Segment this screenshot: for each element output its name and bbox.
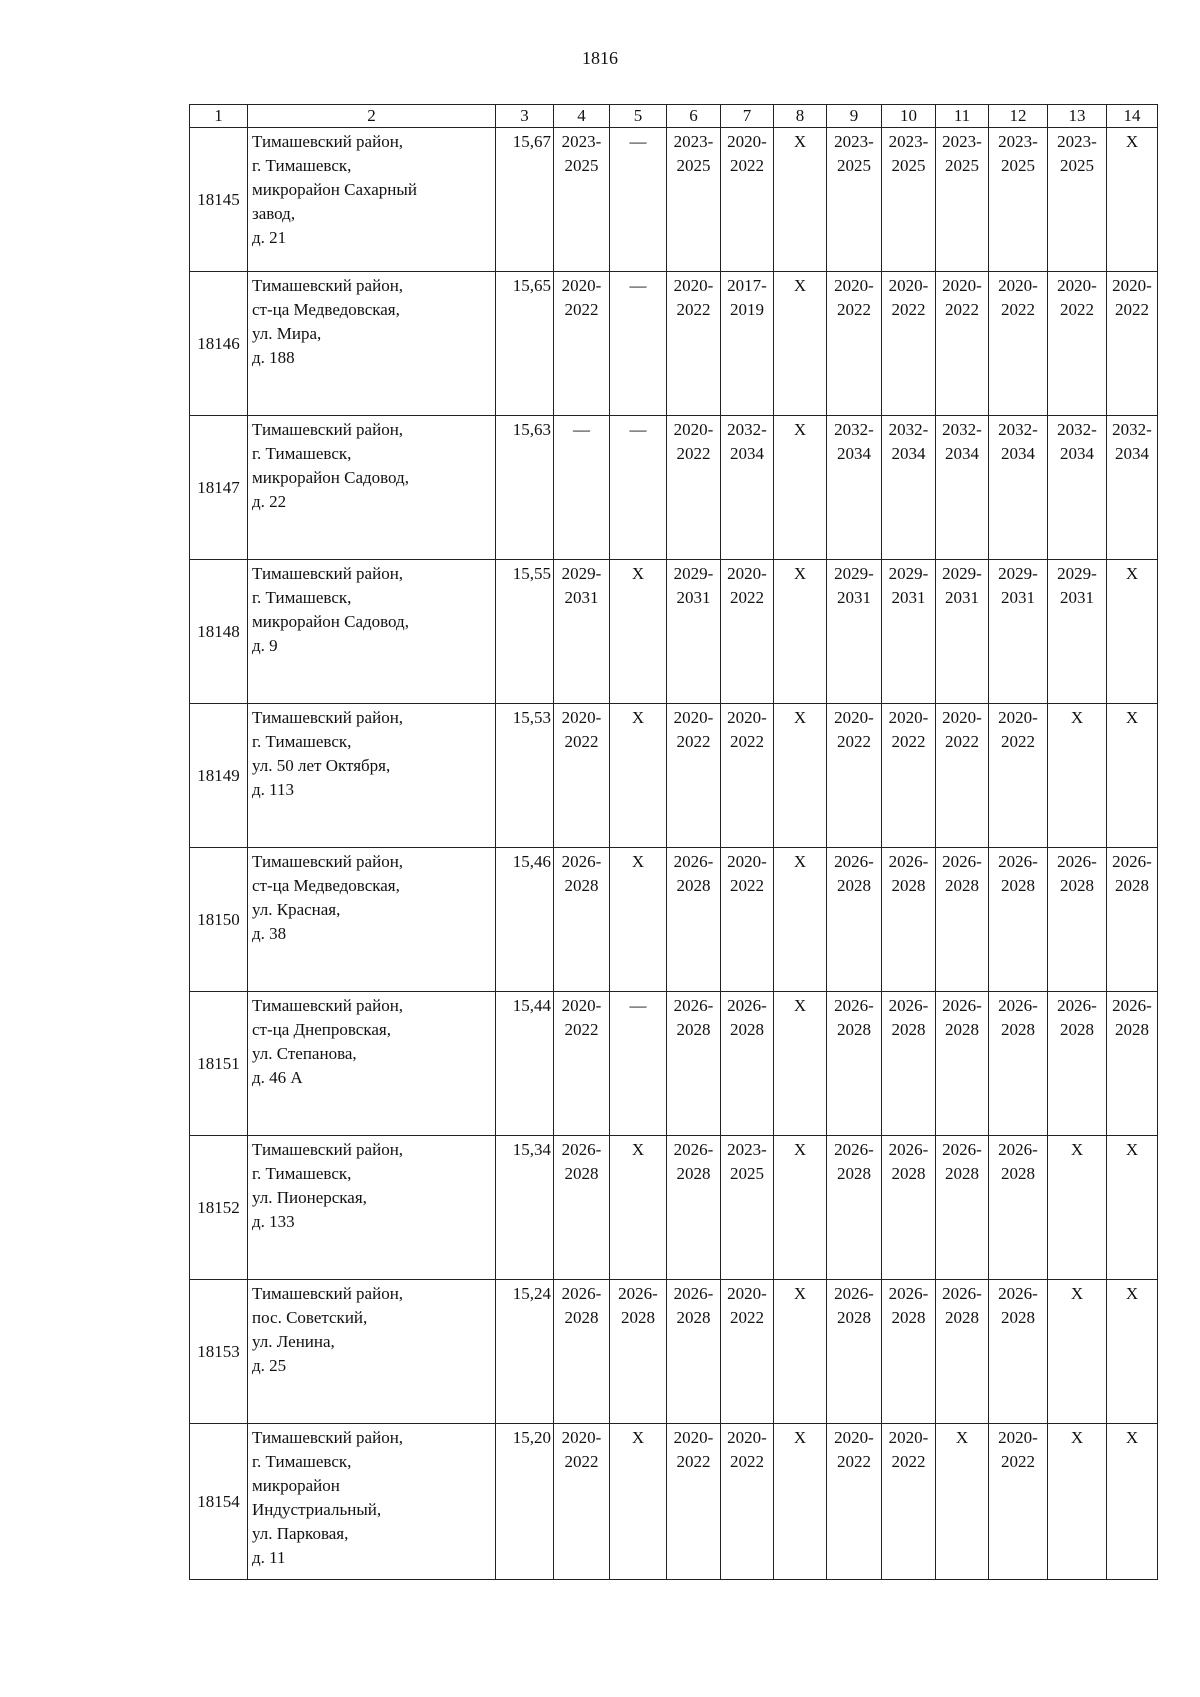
period-cell: 2026- 2028: [827, 848, 882, 992]
period-cell: 2023- 2025: [721, 1136, 774, 1280]
period-cell: X: [610, 1136, 667, 1280]
address-line: Тимашевский район,: [252, 564, 404, 583]
period-cell: 2026- 2028: [1048, 848, 1107, 992]
period-cell: X: [610, 848, 667, 992]
period-cell: 2020- 2022: [554, 992, 610, 1136]
period-cell: —: [610, 992, 667, 1136]
period-cell: 2020- 2022: [667, 272, 721, 416]
address-line: Тимашевский район,: [252, 852, 404, 871]
row-number-cell: 18146: [190, 272, 248, 416]
row-number-cell: 18152: [190, 1136, 248, 1280]
period-cell: 2023- 2025: [667, 128, 721, 272]
area-cell: 15,20: [496, 1424, 554, 1580]
period-cell: 2020- 2022: [721, 560, 774, 704]
period-cell: X: [1048, 1424, 1107, 1580]
address-line: завод,: [252, 204, 296, 223]
page-number: 1816: [582, 48, 618, 68]
period-cell: 2032- 2034: [989, 416, 1048, 560]
address-line: микрорайон: [252, 1476, 340, 1495]
period-cell: 2026- 2028: [989, 848, 1048, 992]
address-line: д. 11: [252, 1548, 286, 1567]
period-cell: 2023- 2025: [554, 128, 610, 272]
period-cell: 2020- 2022: [827, 1424, 882, 1580]
period-cell: 2026- 2028: [721, 992, 774, 1136]
address-line: ст-ца Медведовская,: [252, 876, 400, 895]
address-line: микрорайон Садовод,: [252, 612, 409, 631]
address-line: ст-ца Днепровская,: [252, 1020, 391, 1039]
row-number-cell: 18153: [190, 1280, 248, 1424]
address-line: д. 188: [252, 348, 295, 367]
period-cell: 2020- 2022: [882, 272, 936, 416]
period-cell: X: [1048, 1136, 1107, 1280]
period-cell: 2026- 2028: [936, 992, 989, 1136]
period-cell: X: [774, 416, 827, 560]
period-cell: 2026- 2028: [989, 1280, 1048, 1424]
period-cell: 2029- 2031: [882, 560, 936, 704]
address-line: д. 46 А: [252, 1068, 303, 1087]
period-cell: 2026- 2028: [882, 848, 936, 992]
table-row: [190, 1280, 1158, 1424]
area-cell: 15,67: [496, 128, 554, 272]
period-cell: 2026- 2028: [827, 992, 882, 1136]
address-line: Тимашевский район,: [252, 1140, 404, 1159]
column-number-cell: 3: [496, 105, 554, 128]
address-line: д. 133: [252, 1212, 295, 1231]
period-cell: X: [936, 1424, 989, 1580]
address-line: ул. Степанова,: [252, 1044, 357, 1063]
address-cell: [248, 1424, 496, 1580]
housing-register-table: [189, 104, 1158, 1580]
period-cell: 2026- 2028: [882, 1280, 936, 1424]
column-number-cell: 10: [882, 105, 936, 128]
period-cell: 2020- 2022: [667, 1424, 721, 1580]
period-cell: 2032- 2034: [882, 416, 936, 560]
area-cell: 15,44: [496, 992, 554, 1136]
period-cell: 2026- 2028: [554, 1280, 610, 1424]
period-cell: 2026- 2028: [1107, 992, 1158, 1136]
period-cell: X: [774, 1136, 827, 1280]
column-number-cell: 11: [936, 105, 989, 128]
period-cell: X: [1107, 1424, 1158, 1580]
table-row: [190, 416, 1158, 560]
period-cell: —: [610, 272, 667, 416]
period-cell: 2026- 2028: [1048, 992, 1107, 1136]
table-row: [190, 848, 1158, 992]
address-line: микрорайон Сахарный: [252, 180, 417, 199]
period-cell: 2026- 2028: [554, 848, 610, 992]
period-cell: 2023- 2025: [882, 128, 936, 272]
period-cell: 2029- 2031: [827, 560, 882, 704]
period-cell: X: [1107, 1280, 1158, 1424]
address-line: Тимашевский район,: [252, 1284, 404, 1303]
period-cell: X: [774, 704, 827, 848]
address-line: д. 9: [252, 636, 278, 655]
period-cell: 2026- 2028: [610, 1280, 667, 1424]
address-line: микрорайон Садовод,: [252, 468, 409, 487]
column-number-cell: 4: [554, 105, 610, 128]
period-cell: 2026- 2028: [936, 1280, 989, 1424]
period-cell: 2029- 2031: [554, 560, 610, 704]
period-cell: 2026- 2028: [667, 1280, 721, 1424]
period-cell: 2029- 2031: [1048, 560, 1107, 704]
period-cell: 2020- 2022: [827, 704, 882, 848]
period-cell: 2020- 2022: [721, 704, 774, 848]
address-line: г. Тимашевск,: [252, 1452, 352, 1471]
row-number-cell: 18149: [190, 704, 248, 848]
address-cell: [248, 416, 496, 560]
period-cell: X: [610, 1424, 667, 1580]
period-cell: 2023- 2025: [936, 128, 989, 272]
period-cell: 2020- 2022: [667, 416, 721, 560]
address-line: г. Тимашевск,: [252, 588, 352, 607]
period-cell: X: [610, 560, 667, 704]
period-cell: 2026- 2028: [936, 848, 989, 992]
column-number-cell: 6: [667, 105, 721, 128]
table-row: [190, 1136, 1158, 1280]
period-cell: 2020- 2022: [882, 1424, 936, 1580]
table-row: [190, 128, 1158, 272]
address-line: Тимашевский район,: [252, 708, 404, 727]
address-cell: [248, 128, 496, 272]
period-cell: 2020- 2022: [936, 272, 989, 416]
period-cell: X: [1048, 1280, 1107, 1424]
period-cell: 2020- 2022: [721, 128, 774, 272]
period-cell: X: [774, 848, 827, 992]
row-number-cell: 18145: [190, 128, 248, 272]
area-cell: 15,65: [496, 272, 554, 416]
period-cell: 2020- 2022: [989, 272, 1048, 416]
address-cell: [248, 560, 496, 704]
column-number-cell: 7: [721, 105, 774, 128]
period-cell: —: [610, 128, 667, 272]
period-cell: X: [610, 704, 667, 848]
address-line: ул. 50 лет Октября,: [252, 756, 391, 775]
period-cell: 2020- 2022: [989, 704, 1048, 848]
row-number-cell: 18151: [190, 992, 248, 1136]
address-line: г. Тимашевск,: [252, 444, 352, 463]
column-number-cell: 8: [774, 105, 827, 128]
address-line: д. 38: [252, 924, 287, 943]
period-cell: 2026- 2028: [882, 1136, 936, 1280]
address-line: Тимашевский район,: [252, 996, 404, 1015]
period-cell: 2026- 2028: [667, 848, 721, 992]
period-cell: 2026- 2028: [989, 992, 1048, 1136]
area-cell: 15,63: [496, 416, 554, 560]
address-line: Тимашевский район,: [252, 1428, 404, 1447]
period-cell: X: [1048, 704, 1107, 848]
period-cell: X: [1107, 704, 1158, 848]
period-cell: 2026- 2028: [989, 1136, 1048, 1280]
period-cell: 2026- 2028: [667, 1136, 721, 1280]
row-number-cell: 18150: [190, 848, 248, 992]
period-cell: X: [774, 128, 827, 272]
row-number-cell: 18154: [190, 1424, 248, 1580]
period-cell: 2017- 2019: [721, 272, 774, 416]
address-line: г. Тимашевск,: [252, 1164, 352, 1183]
period-cell: 2023- 2025: [827, 128, 882, 272]
column-number-cell: 2: [248, 105, 496, 128]
period-cell: 2020- 2022: [989, 1424, 1048, 1580]
address-line: д. 22: [252, 492, 287, 511]
period-cell: 2020- 2022: [827, 272, 882, 416]
period-cell: 2026- 2028: [1107, 848, 1158, 992]
address-line: Индустриальный,: [252, 1500, 382, 1519]
address-line: ул. Парковая,: [252, 1524, 349, 1543]
period-cell: 2026- 2028: [554, 1136, 610, 1280]
address-line: г. Тимашевск,: [252, 732, 352, 751]
address-line: ул. Ленина,: [252, 1332, 335, 1351]
period-cell: 2029- 2031: [667, 560, 721, 704]
period-cell: X: [774, 992, 827, 1136]
period-cell: —: [554, 416, 610, 560]
period-cell: 2026- 2028: [827, 1280, 882, 1424]
column-number-cell: 9: [827, 105, 882, 128]
address-cell: [248, 704, 496, 848]
address-line: д. 25: [252, 1356, 287, 1375]
address-line: Тимашевский район,: [252, 420, 404, 439]
period-cell: 2026- 2028: [827, 1136, 882, 1280]
address-line: Тимашевский район,: [252, 276, 404, 295]
period-cell: 2020- 2022: [882, 704, 936, 848]
period-cell: 2026- 2028: [882, 992, 936, 1136]
address-line: д. 113: [252, 780, 295, 799]
row-number-cell: 18147: [190, 416, 248, 560]
period-cell: 2029- 2031: [936, 560, 989, 704]
table-row: [190, 992, 1158, 1136]
period-cell: 2020- 2022: [936, 704, 989, 848]
address-cell: [248, 848, 496, 992]
period-cell: X: [1107, 1136, 1158, 1280]
area-cell: 15,46: [496, 848, 554, 992]
column-number-cell: 12: [989, 105, 1048, 128]
area-cell: 15,53: [496, 704, 554, 848]
area-cell: 15,34: [496, 1136, 554, 1280]
address-line: ул. Красная,: [252, 900, 341, 919]
period-cell: —: [610, 416, 667, 560]
period-cell: 2020- 2022: [1107, 272, 1158, 416]
period-cell: 2020- 2022: [554, 1424, 610, 1580]
column-number-cell: 5: [610, 105, 667, 128]
period-cell: X: [774, 560, 827, 704]
address-cell: [248, 272, 496, 416]
period-cell: 2020- 2022: [721, 848, 774, 992]
table-row: [190, 704, 1158, 848]
period-cell: 2020- 2022: [554, 704, 610, 848]
address-cell: [248, 1280, 496, 1424]
row-number-cell: 18148: [190, 560, 248, 704]
column-number-cell: 1: [190, 105, 248, 128]
table-row: [190, 560, 1158, 704]
period-cell: X: [1107, 128, 1158, 272]
period-cell: X: [774, 1280, 827, 1424]
period-cell: 2023- 2025: [1048, 128, 1107, 272]
period-cell: 2032- 2034: [1107, 416, 1158, 560]
address-cell: [248, 1136, 496, 1280]
period-cell: 2029- 2031: [989, 560, 1048, 704]
column-number-cell: 14: [1107, 105, 1158, 128]
address-line: ул. Мира,: [252, 324, 322, 343]
address-line: пос. Советский,: [252, 1308, 368, 1327]
area-cell: 15,24: [496, 1280, 554, 1424]
column-number-cell: 13: [1048, 105, 1107, 128]
area-cell: 15,55: [496, 560, 554, 704]
period-cell: 2026- 2028: [667, 992, 721, 1136]
period-cell: 2023- 2025: [989, 128, 1048, 272]
period-cell: 2020- 2022: [554, 272, 610, 416]
period-cell: 2020- 2022: [721, 1280, 774, 1424]
period-cell: 2032- 2034: [1048, 416, 1107, 560]
period-cell: X: [774, 1424, 827, 1580]
period-cell: 2032- 2034: [827, 416, 882, 560]
column-number-row: [190, 105, 1158, 128]
address-line: ст-ца Медведовская,: [252, 300, 400, 319]
address-line: д. 21: [252, 228, 287, 247]
address-cell: [248, 992, 496, 1136]
period-cell: 2026- 2028: [936, 1136, 989, 1280]
address-line: Тимашевский район,: [252, 132, 404, 151]
period-cell: 2032- 2034: [721, 416, 774, 560]
period-cell: X: [774, 272, 827, 416]
address-line: г. Тимашевск,: [252, 156, 352, 175]
period-cell: 2020- 2022: [721, 1424, 774, 1580]
address-line: ул. Пионерская,: [252, 1188, 367, 1207]
period-cell: 2020- 2022: [667, 704, 721, 848]
period-cell: 2032- 2034: [936, 416, 989, 560]
table-row: [190, 1424, 1158, 1580]
period-cell: 2020- 2022: [1048, 272, 1107, 416]
table-row: [190, 272, 1158, 416]
period-cell: X: [1107, 560, 1158, 704]
